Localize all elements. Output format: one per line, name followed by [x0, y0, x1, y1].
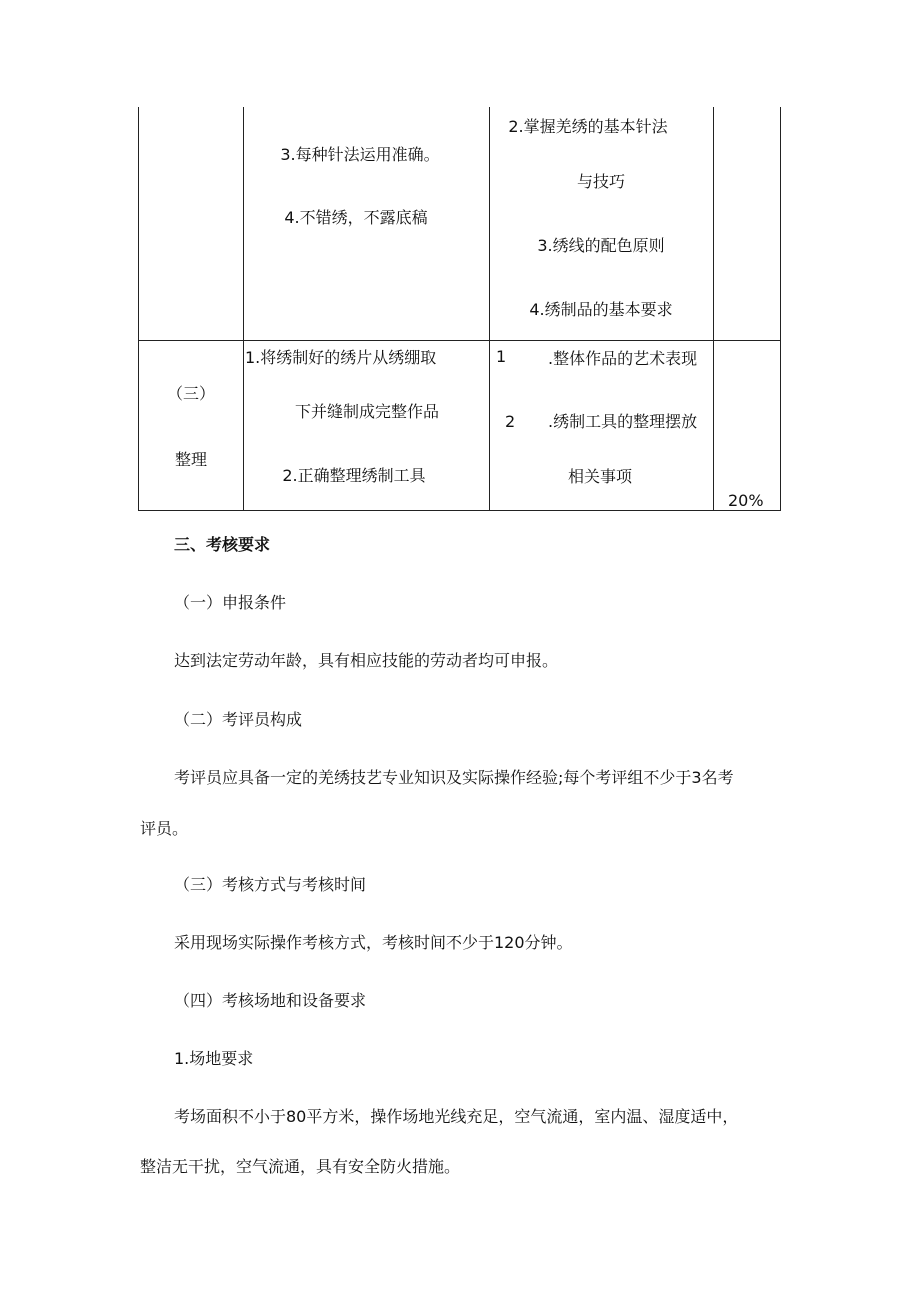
table-cell: .绣制工具的整理摆放: [548, 412, 698, 431]
subsection-title: 1.场地要求: [174, 1049, 254, 1068]
section-title: （四）考核场地和设备要求: [174, 991, 367, 1010]
table-cell: 相关事项: [567, 467, 633, 486]
list-number: 2: [505, 412, 516, 431]
table-cell: 4.不错绣，不露底稿: [284, 208, 428, 227]
paragraph: 评员。: [140, 819, 189, 838]
row-label-name: 整理: [174, 450, 208, 469]
table-border-bottom: [138, 510, 781, 511]
table-border-col2: [243, 107, 244, 511]
table-cell: 与技巧: [576, 172, 626, 191]
list-number: 1: [496, 347, 507, 366]
table-border-col4: [713, 107, 714, 511]
table-cell: 3.绣线的配色原则: [537, 236, 665, 255]
section-title: （三）考核方式与考核时间: [174, 875, 367, 894]
table-row-divider: [138, 340, 781, 341]
row-label-number: （三）: [166, 384, 216, 403]
paragraph: 整洁无干扰，空气流通，具有安全防火措施。: [140, 1157, 461, 1176]
paragraph: 达到法定劳动年龄，具有相应技能的劳动者均可申报。: [174, 651, 559, 670]
table-border-left: [138, 107, 139, 511]
table-cell: 2.正确整理绣制工具: [282, 466, 426, 485]
paragraph: 考场面积不小于80平方米，操作场地光线充足，空气流通，室内温、湿度适中，: [174, 1107, 739, 1126]
section-heading: 三、考核要求: [174, 535, 271, 554]
paragraph: 考评员应具备一定的羌绣技艺专业知识及实际操作经验;每个考评组不少于3名考: [174, 768, 734, 787]
table-cell: 3.每种针法运用准确。: [280, 145, 440, 164]
table-border-right: [780, 107, 781, 511]
table-border-col3: [489, 107, 490, 511]
table-cell: 4.绣制品的基本要求: [529, 300, 673, 319]
table-cell: 2.掌握羌绣的基本针法: [508, 117, 668, 136]
table-cell: 下并缝制成完整作品: [294, 402, 440, 421]
section-title: （二）考评员构成: [174, 710, 303, 729]
paragraph: 采用现场实际操作考核方式，考核时间不少于120分钟。: [174, 933, 573, 952]
table-cell: 1.将绣制好的绣片从绣绷取: [245, 348, 437, 367]
weight-value: 20%: [728, 491, 764, 510]
section-title: （一）申报条件: [174, 593, 287, 612]
table-cell: .整体作品的艺术表现: [548, 349, 698, 368]
